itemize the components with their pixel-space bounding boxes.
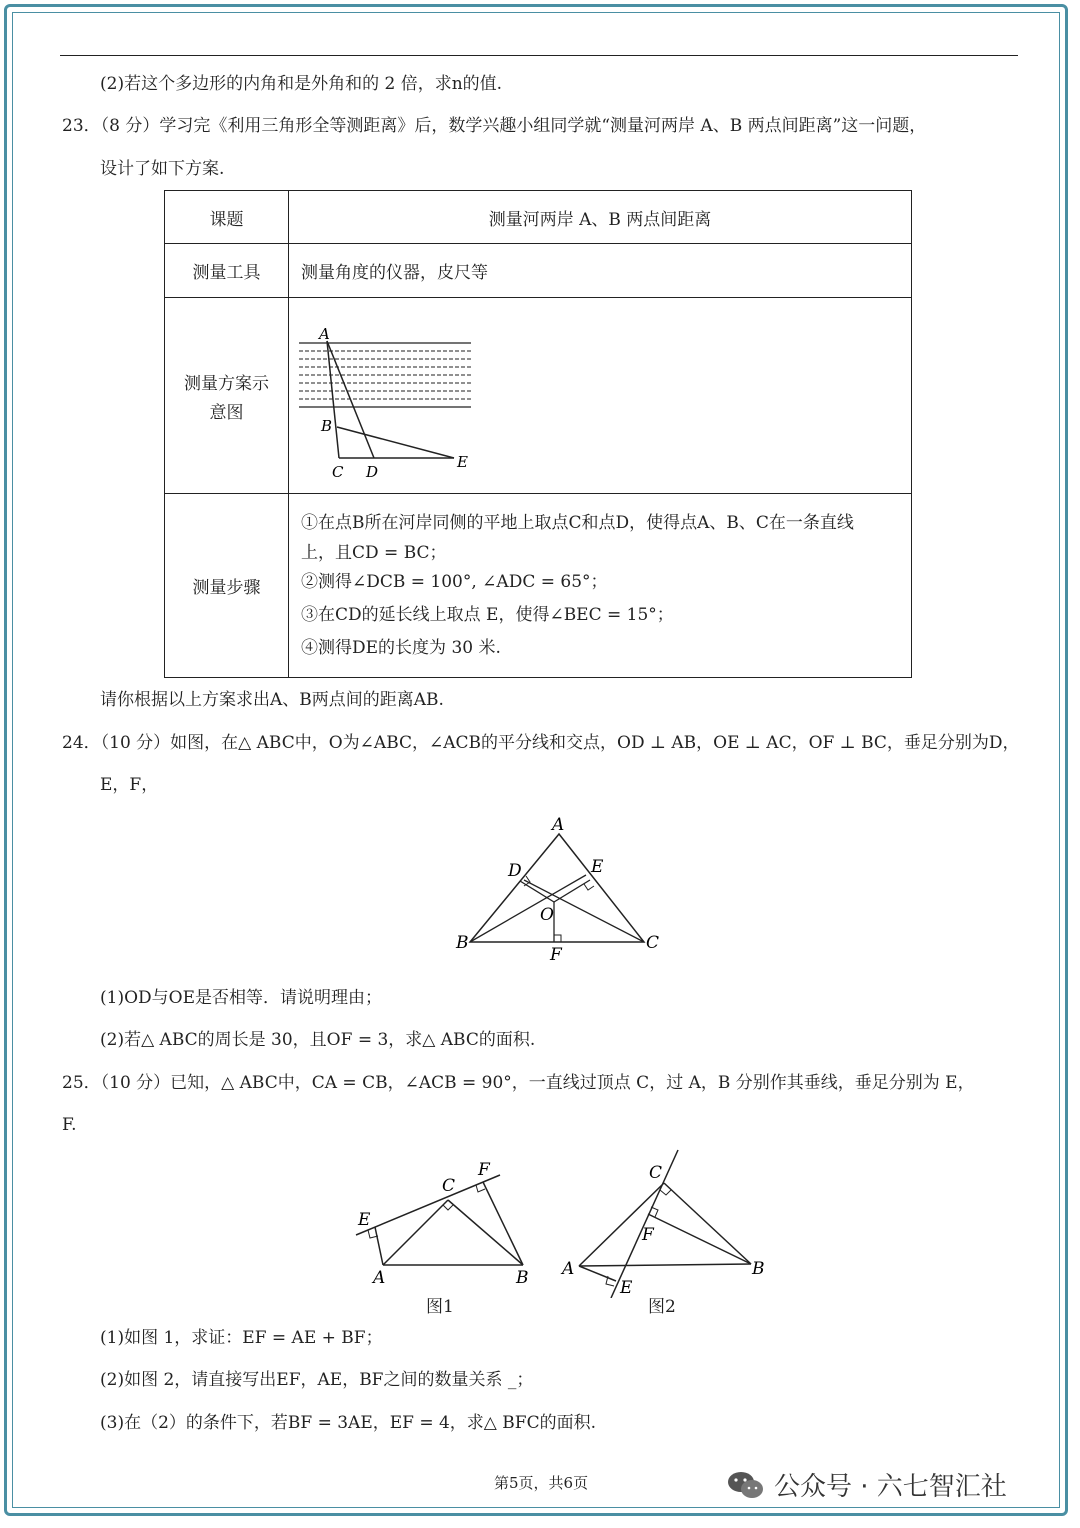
- q24-line1: 24．（10 分）如图，在△ ABC中，O为∠ABC，∠ACB的平分线和交点，OD ⊥ AB，OE ⊥ AC，OF ⊥ BC，垂足分别为D，: [62, 733, 1020, 753]
- label-A: A: [319, 325, 330, 343]
- step-4: ④测得DE的长度为 30 米.: [301, 637, 501, 658]
- row-steps-value: [289, 494, 912, 678]
- q25-line1: 25．（10 分）已知，△ ABC中，CA = CB，∠ACB = 90°，一直线过顶点 C，过 A，B 分别作其垂线，垂足分别为 E，: [62, 1073, 975, 1093]
- page-number: 第5页，共6页: [494, 1474, 589, 1492]
- row-diagram-value: [289, 298, 912, 494]
- q22-part2: (2)若这个多边形的内角和是外角和的 2 倍，求n的值.: [100, 74, 503, 94]
- label-D: D: [508, 861, 522, 881]
- row-tools-value: 测量角度的仪器，皮尺等: [289, 244, 912, 298]
- watermark-text: 公众号 · 六七智汇社: [774, 1472, 1007, 1502]
- label-O: O: [540, 905, 554, 925]
- row-diagram-label-b: 意图: [209, 402, 244, 423]
- row-tools-label: 测量工具: [165, 244, 289, 298]
- label-E: E: [358, 1210, 371, 1230]
- row-diagram-label: [165, 298, 289, 494]
- figure-1-caption: 图1: [426, 1297, 454, 1317]
- label-B: B: [752, 1259, 765, 1279]
- label-F: F: [550, 945, 562, 965]
- row-steps-label: 测量步骤: [165, 494, 289, 678]
- triangle-figure-q24: [450, 808, 670, 968]
- label-B: B: [516, 1268, 529, 1288]
- row-title-value: 测量河两岸 A、B 两点间距离: [289, 191, 912, 244]
- row-title-label: 课题: [165, 191, 289, 244]
- label-E: E: [620, 1278, 633, 1298]
- scheme-table: [164, 190, 912, 678]
- label-D: D: [366, 463, 379, 481]
- q25-part1: (1)如图 1，求证：EF = AE + BF；: [100, 1328, 383, 1348]
- q23-line1: 23．（8 分）学习完《利用三角形全等测距离》后，数学兴趣小组同学就“测量河两岸 A、B 两点间距离”这一问题，: [62, 116, 927, 136]
- q23-ask: 请你根据以上方案求出A、B两点间的距离AB.: [100, 690, 444, 710]
- q25-part3: (3)在（2）的条件下，若BF = 3AE，EF = 4，求△ BFC的面积.: [100, 1413, 596, 1433]
- label-A: A: [373, 1268, 386, 1288]
- q25-part2: (2)如图 2，请直接写出EF，AE，BF之间的数量关系 _；: [100, 1370, 534, 1390]
- q25-line2: F.: [62, 1115, 77, 1135]
- step-1b: 上，且CD = BC；: [301, 542, 447, 563]
- q23-line2: 设计了如下方案.: [100, 159, 225, 179]
- q24-part2: (2)若△ ABC的周长是 30，且OF = 3，求△ ABC的面积.: [100, 1030, 536, 1050]
- label-C: C: [649, 1163, 663, 1183]
- label-C: C: [442, 1176, 456, 1196]
- label-C: C: [332, 463, 344, 481]
- q24-part1: (1)OD与OE是否相等．请说明理由；: [100, 988, 382, 1008]
- label-C: C: [646, 933, 660, 953]
- step-1a: ①在点B所在河岸同侧的平地上取点C和点D，使得点A、B、C在一条直线: [301, 512, 854, 533]
- river-diagram: [289, 303, 489, 483]
- row-diagram-label-a: 测量方案示: [184, 373, 269, 394]
- label-E: E: [457, 453, 468, 471]
- label-E: E: [591, 857, 604, 877]
- wechat-icon: [726, 1470, 766, 1500]
- watermark: [726, 1466, 1007, 1503]
- label-A: A: [552, 815, 565, 835]
- step-2: ②测得∠DCB = 100°, ∠ADC = 65°；: [301, 571, 608, 592]
- figure-2-caption: 图2: [648, 1297, 676, 1317]
- label-B: B: [456, 933, 469, 953]
- figure-2: [556, 1148, 771, 1298]
- figure-1: [348, 1155, 543, 1290]
- label-F: F: [478, 1160, 490, 1180]
- label-A: A: [562, 1259, 575, 1279]
- q24-line2: E，F，: [100, 775, 159, 795]
- header-rule: [60, 55, 1018, 56]
- label-F: F: [642, 1225, 654, 1245]
- step-3: ③在CD的延长线上取点 E，使得∠BEC = 15°；: [301, 604, 674, 625]
- label-B: B: [321, 417, 333, 435]
